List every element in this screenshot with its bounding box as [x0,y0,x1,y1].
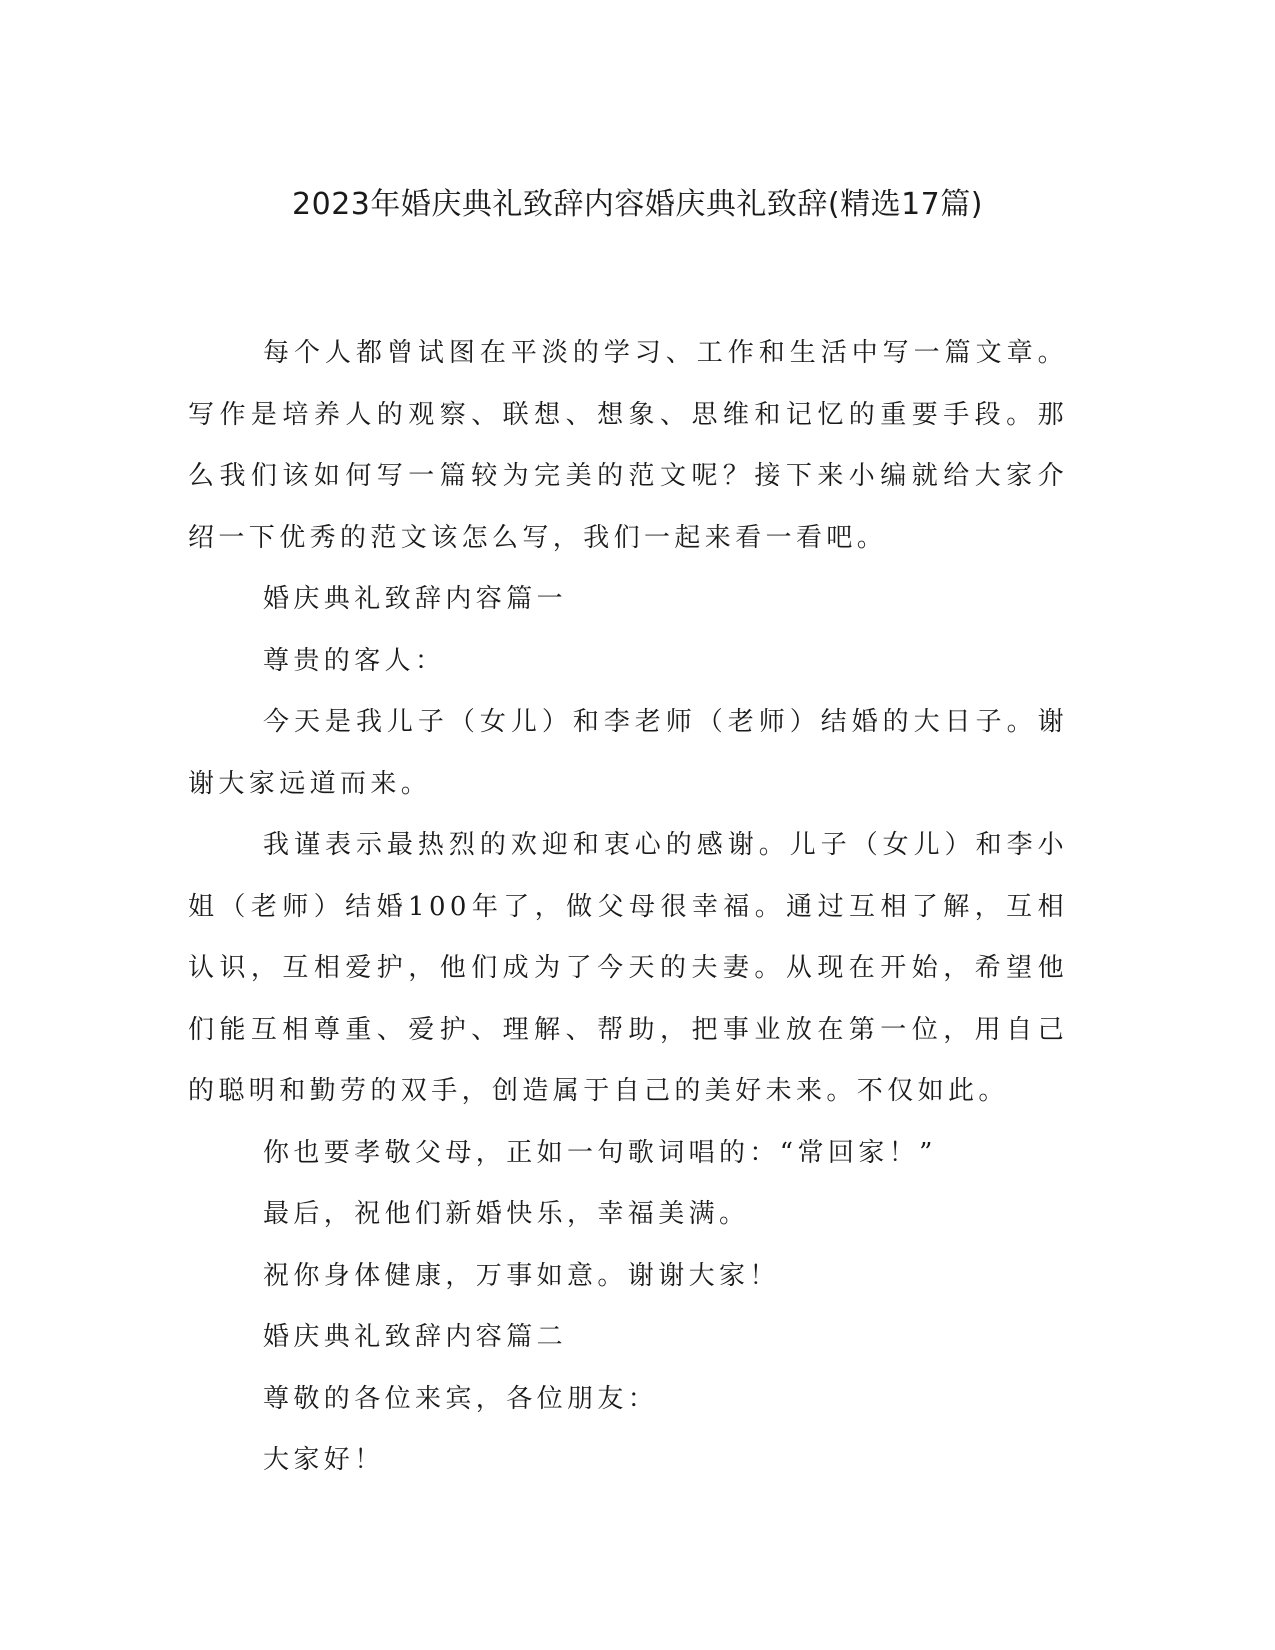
speech-paragraph: 今天是我儿子（女儿）和李老师（老师）结婚的大日子。谢谢大家远道而来。 [188,707,1068,799]
speech-paragraph: 最后，祝他们新婚快乐，幸福美满。 [263,1199,750,1229]
salutation-2: 尊敬的各位来宾，各位朋友： [263,1383,659,1414]
speech-paragraph: 我谨表示最热烈的欢迎和衷心的感谢。儿子（女儿）和李小姐（老师）结婚100年了，做父母很幸福。通过互相了解，互相认识，互相爱护，他们成为了今天的夫妻。从现在开始，希望他们能互相尊重、爱护、理解、帮助，把事业放在第一位，用自己的聪明和勤劳的双手，创造属于自己的美好未来。不仅如此。 [188,830,1068,1106]
document-body [188,323,1068,1492]
speech-paragraph: 你也要孝敬父母，正如一句歌词唱的：“常回家！” [263,1137,937,1168]
intro-paragraph: 每个人都曾试图在平淡的学习、工作和生活中写一篇文章。写作是培养人的观察、联想、想象、思维和记忆的重要手段。那么我们该如何写一篇较为完美的范文呢？接下来小编就给大家介绍一下优秀的范文该怎么写，我们一起来看一看吧。 [188,338,1068,553]
section-heading-2: 婚庆典礼致辞内容篇二 [263,1322,568,1352]
section-heading-1: 婚庆典礼致辞内容篇一 [263,584,568,614]
salutation-1: 尊贵的客人： [263,645,446,676]
document-title: 2023年婚庆典礼致辞内容婚庆典礼致辞(精选17篇) [292,187,983,222]
greeting: 大家好！ [263,1445,385,1475]
speech-paragraph: 祝你身体健康，万事如意。谢谢大家！ [263,1260,780,1291]
